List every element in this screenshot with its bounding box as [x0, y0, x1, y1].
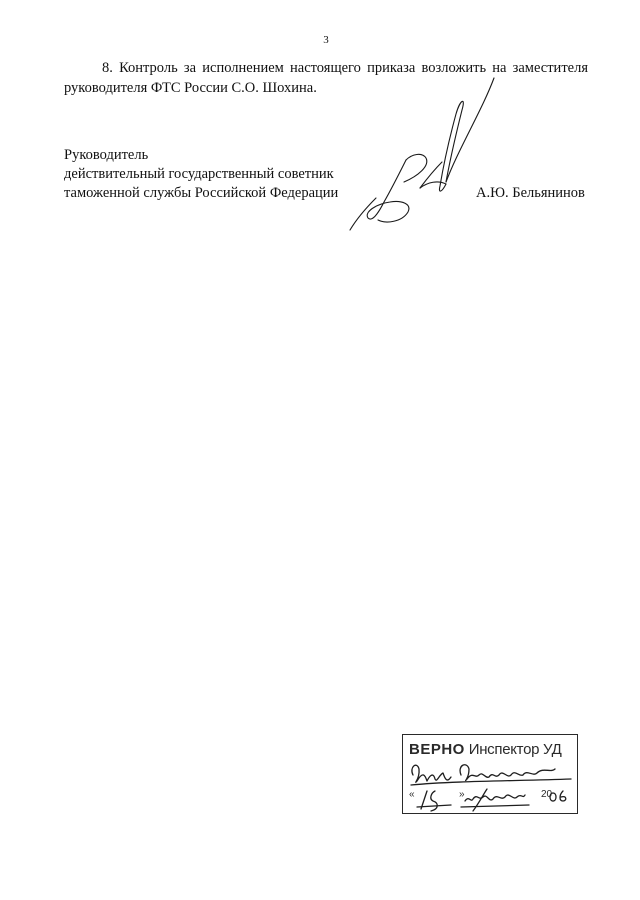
- stamp-quote-close: »: [459, 789, 465, 800]
- handwritten-signature: [342, 70, 512, 235]
- signatory-position-line-3: таможенной службы Российской Федерации: [64, 185, 339, 201]
- stamp-verified-label: ВЕРНО: [409, 741, 465, 758]
- signer-name: А.Ю. Бельянинов: [476, 185, 585, 201]
- page-number: 3: [323, 34, 329, 46]
- verification-stamp: [402, 734, 578, 814]
- signatory-block: [64, 146, 338, 203]
- stamp-quote-open: «: [409, 789, 415, 800]
- stamp-handwriting: [403, 735, 579, 815]
- signatory-position-line-1: Руководитель: [64, 147, 149, 163]
- order-paragraph: 8. Контроль за исполнением настоящего приказа возложить на заместителя руководителя ФТС России С.О. Шохина.: [64, 60, 588, 96]
- stamp-year-prefix: 20: [541, 789, 553, 800]
- signatory-position-line-2: действительный государственный советник: [64, 166, 334, 182]
- stamp-official-title: Инспектор УД: [468, 741, 562, 758]
